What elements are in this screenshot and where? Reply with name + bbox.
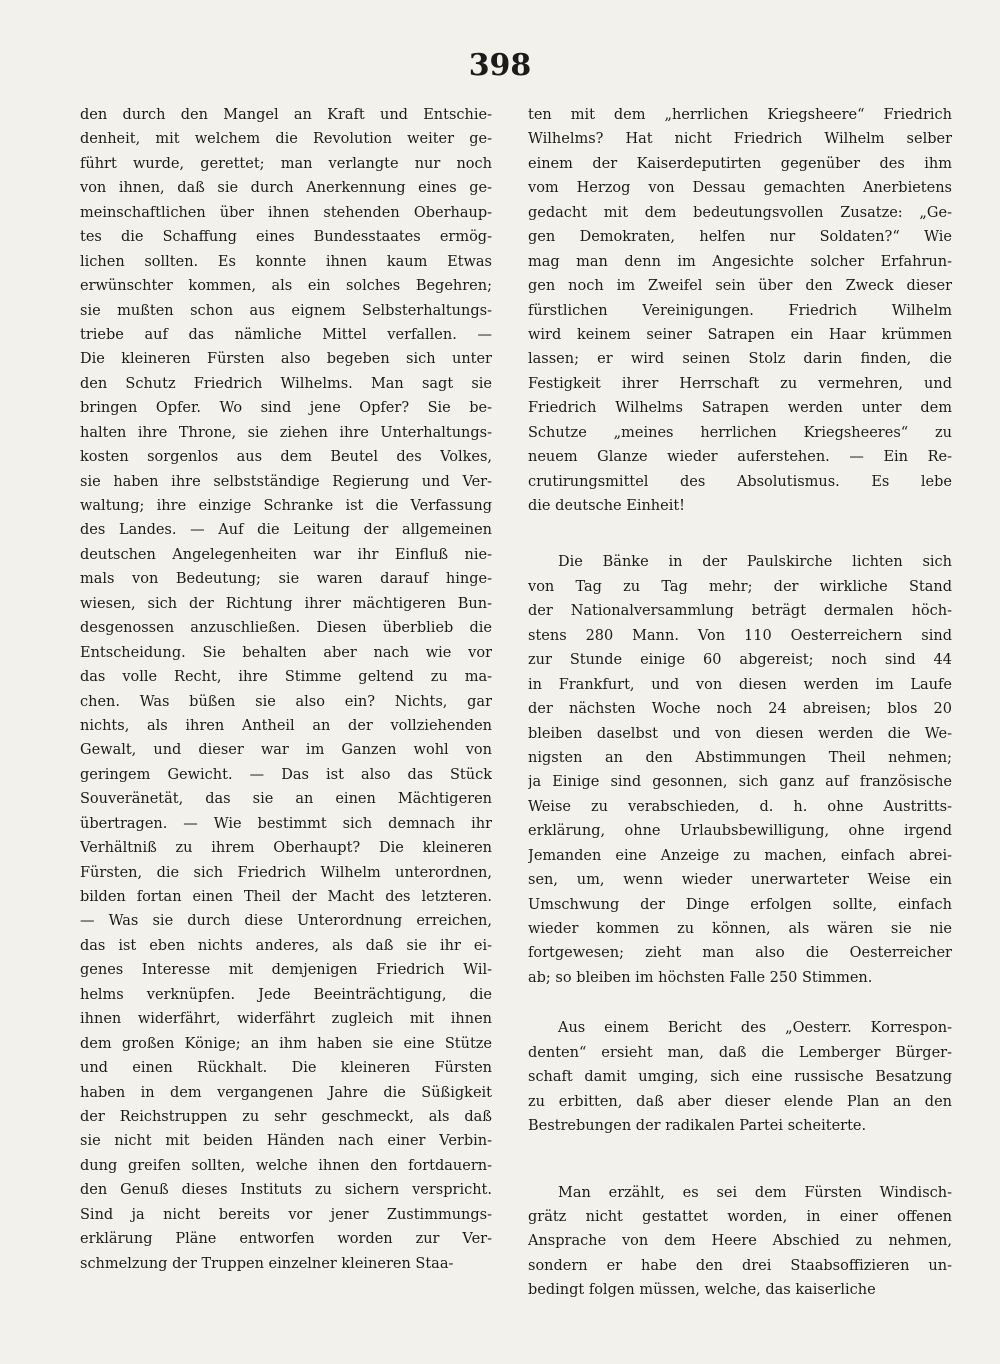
text-line: tes die Schaffung eines Bundesstaates ermög-: [80, 229, 492, 246]
text-line: Fürsten, die sich Friedrich Wilhelm unterordnen,: [80, 864, 492, 881]
text-line: grätz nicht gestattet worden, in einer offenen: [528, 1208, 952, 1225]
paragraph: [528, 1181, 952, 1303]
text-line: zur Stunde einige 60 abgereist; noch sind 44: [528, 652, 952, 669]
text-line: — Was sie durch diese Unterordnung erreichen,: [80, 913, 492, 930]
text-line: des Landes. — Auf die Leitung der allgemeinen: [80, 522, 492, 539]
text-line: bringen Opfer. Wo sind jene Opfer? Sie be-: [80, 400, 492, 417]
text-line: bedingt folgen müssen, welche, das kaiserliche: [528, 1282, 876, 1299]
text-line: schmelzung der Truppen einzelner kleineren Staa-: [80, 1255, 454, 1272]
text-line: der Reichstruppen zu sehr geschmeckt, als daß: [80, 1108, 492, 1125]
paragraph-gap: [528, 518, 952, 550]
page-number: 398: [468, 48, 532, 83]
text-line: Verhältniß zu ihrem Oberhaupt? Die kleineren: [80, 840, 492, 857]
text-line: Die kleineren Fürsten also begeben sich unter: [80, 351, 492, 368]
text-line: Man erzählt, es sei dem Fürsten Windisch-: [558, 1184, 952, 1201]
text-line: Weise zu verabschieden, d. h. ohne Austritts-: [528, 798, 952, 815]
text-line: geringem Gewicht. — Das ist also das Stück: [80, 766, 492, 783]
text-line: ja Einige sind gesonnen, sich ganz auf französische: [528, 774, 952, 791]
text-line: chen. Was büßen sie also ein? Nichts, gar: [80, 693, 492, 710]
text-line: Jemanden eine Anzeige zu machen, einfach abrei-: [528, 847, 952, 864]
text-line: ab; so bleiben im höchsten Falle 250 Stimmen.: [528, 969, 873, 986]
text-line: denten“ ersieht man, daß die Lemberger Bürger-: [528, 1044, 952, 1061]
text-line: bilden fortan einen Theil der Macht des letzteren.: [80, 889, 492, 905]
text-line: neuem Glanze wieder auferstehen. — Ein Re-: [528, 449, 952, 466]
text-line: erklärung Pläne entworfen worden zur Ver-: [80, 1231, 492, 1248]
text-line: fürstlichen Vereinigungen. Friedrich Wilhelm: [528, 302, 952, 319]
right-column: [528, 103, 952, 1303]
text-line: sie mußten schon aus eignem Selbsterhaltungs-: [80, 302, 492, 319]
paragraph-gap: [528, 990, 952, 1016]
text-line: helms verknüpfen. Jede Beeinträchtigung, die: [80, 986, 492, 1003]
text-line: erwünschter kommen, als ein solches Begehren;: [80, 278, 492, 295]
text-line: den Genuß dieses Instituts zu sichern verspricht.: [80, 1182, 492, 1199]
text-line: crutirungsmittel des Absolutismus. Es lebe: [528, 473, 952, 490]
text-line: das volle Recht, ihre Stimme geltend zu ma-: [80, 669, 492, 686]
text-line: waltung; ihre einzige Schranke ist die Verfassung: [80, 498, 492, 514]
text-line: Ansprache von dem Heere Abschied zu nehmen,: [528, 1233, 952, 1250]
text-line: der nächsten Woche noch 24 abreisen; blos 20: [528, 701, 952, 718]
text-line: sie nicht mit beiden Händen nach einer Verbin-: [80, 1133, 492, 1150]
text-line: lichen sollten. Es konnte ihnen kaum Etwas: [80, 253, 492, 270]
text-line: stens 280 Mann. Von 110 Oesterreichern sind: [528, 627, 952, 644]
text-line: Aus einem Bericht des „Oesterr. Korrespon-: [558, 1020, 952, 1037]
text-line: triebe auf das nämliche Mittel verfallen. —: [80, 326, 492, 343]
text-line: den Schutz Friedrich Wilhelms. Man sagt sie: [80, 375, 492, 392]
text-line: das ist eben nichts anderes, als daß sie ihr ei-: [80, 937, 492, 954]
text-line: Souveränetät, das sie an einen Mächtigeren: [80, 791, 492, 808]
text-line: desgenossen anzuschließen. Diesen überblieb die: [80, 620, 492, 637]
text-line: Die Bänke in der Paulskirche lichten sich: [558, 554, 952, 571]
text-line: Gewalt, und dieser war im Ganzen wohl von: [80, 742, 492, 759]
text-line: sie haben ihre selbstständige Regierung und Ver-: [80, 473, 492, 490]
text-line: Friedrich Wilhelms Satrapen werden unter dem: [528, 400, 952, 417]
text-line: kosten sorgenlos aus dem Beutel des Volkes,: [80, 449, 492, 466]
text-line: übertragen. — Wie bestimmt sich demnach ihr: [80, 815, 492, 832]
paragraph: [528, 550, 952, 990]
text-line: Wilhelms? Hat nicht Friedrich Wilhelm selber: [528, 131, 952, 148]
text-line: Umschwung der Dinge erfolgen sollte, einfach: [528, 896, 952, 913]
text-line: die deutsche Einheit!: [528, 498, 686, 514]
paragraph: [80, 103, 492, 1276]
left-column: [80, 103, 492, 1276]
text-line: zu erbitten, daß aber dieser elende Plan an den: [528, 1093, 952, 1110]
text-line: Sind ja nicht bereits vor jener Zustimmungs-: [80, 1206, 492, 1223]
text-line: schaft damit umging, sich eine russische Besatzung: [528, 1069, 952, 1086]
text-line: vom Herzog von Dessau gemachten Anerbietens: [528, 180, 952, 197]
text-line: von ihnen, daß sie durch Anerkennung eines ge-: [80, 180, 492, 197]
text-line: nichts, als ihren Antheil an der vollziehenden: [80, 717, 492, 734]
text-line: meinschaftlichen über ihnen stehenden Oberhaup-: [80, 204, 492, 221]
text-line: genes Interesse mit demjenigen Friedrich Wil-: [80, 962, 492, 979]
text-line: sondern er habe den drei Staabsoffizieren un-: [528, 1257, 952, 1274]
text-line: Bestrebungen der radikalen Partei scheiterte.: [528, 1118, 867, 1135]
text-line: in Frankfurt, und von diesen werden im Laufe: [528, 676, 952, 693]
text-line: von Tag zu Tag mehr; der wirkliche Stand: [528, 578, 952, 595]
text-line: Entscheidung. Sie behalten aber nach wie vor: [80, 644, 492, 661]
text-line: mals von Bedeutung; sie waren darauf hinge-: [80, 571, 492, 588]
text-line: gen noch im Zweifel sein über den Zweck dieser: [528, 278, 952, 295]
text-line: haben in dem vergangenen Jahre die Süßigkeit: [80, 1084, 492, 1101]
text-line: wieder kommen zu können, als wären sie nie: [528, 921, 952, 937]
text-line: führt wurde, gerettet; man verlangte nur noch: [80, 155, 492, 172]
text-line: wird keinem seiner Satrapen ein Haar krümmen: [528, 326, 952, 343]
text-line: und einen Rückhalt. Die kleineren Fürsten: [80, 1060, 492, 1077]
text-line: einem der Kaiserdeputirten gegenüber des ihm: [528, 155, 952, 172]
text-line: bleiben daselbst und von diesen werden die We-: [528, 725, 952, 742]
text-line: wiesen, sich der Richtung ihrer mächtigeren Bun-: [80, 595, 492, 612]
text-line: deutschen Angelegenheiten war ihr Einfluß nie-: [80, 546, 492, 563]
text-line: dem großen Könige; an ihm haben sie eine Stütze: [80, 1035, 492, 1052]
text-line: mag man denn im Angesichte solcher Erfahrun-: [528, 253, 952, 270]
text-line: Schutze „meines herrlichen Kriegsheeres“ zu: [528, 424, 952, 441]
text-line: denheit, mit welchem die Revolution weiter ge-: [80, 131, 492, 148]
paragraph: [528, 103, 952, 518]
text-line: halten ihre Throne, sie ziehen ihre Unterhaltungs-: [80, 424, 492, 441]
text-line: ten mit dem „herrlichen Kriegsheere“ Friedrich: [528, 107, 952, 123]
text-line: fortgewesen; zieht man also die Oesterreicher: [528, 945, 952, 962]
paragraph: [528, 1016, 952, 1138]
text-line: gedacht mit dem bedeutungsvollen Zusatze: „Ge-: [528, 204, 952, 221]
text-line: lassen; er wird seinen Stolz darin finden, die: [528, 351, 952, 368]
text-line: sen, um, wenn wieder unerwarteter Weise ein: [528, 872, 952, 889]
text-line: erklärung, ohne Urlaubsbewilligung, ohne irgend: [528, 823, 952, 840]
text-line: dung greifen sollten, welche ihnen den fortdauern-: [80, 1157, 492, 1174]
text-line: den durch den Mangel an Kraft und Entschie-: [80, 107, 492, 123]
text-line: der Nationalversammlung beträgt dermalen höch-: [528, 603, 952, 620]
text-line: gen Demokraten, helfen nur Soldaten?“ Wie: [528, 229, 952, 246]
paragraph-gap: [528, 1139, 952, 1181]
text-line: Festigkeit ihrer Herrschaft zu vermehren, und: [528, 375, 952, 392]
text-line: nigsten an den Abstimmungen Theil nehmen;: [528, 749, 952, 766]
text-line: ihnen widerfährt, widerfährt zugleich mit ihnen: [80, 1011, 492, 1028]
